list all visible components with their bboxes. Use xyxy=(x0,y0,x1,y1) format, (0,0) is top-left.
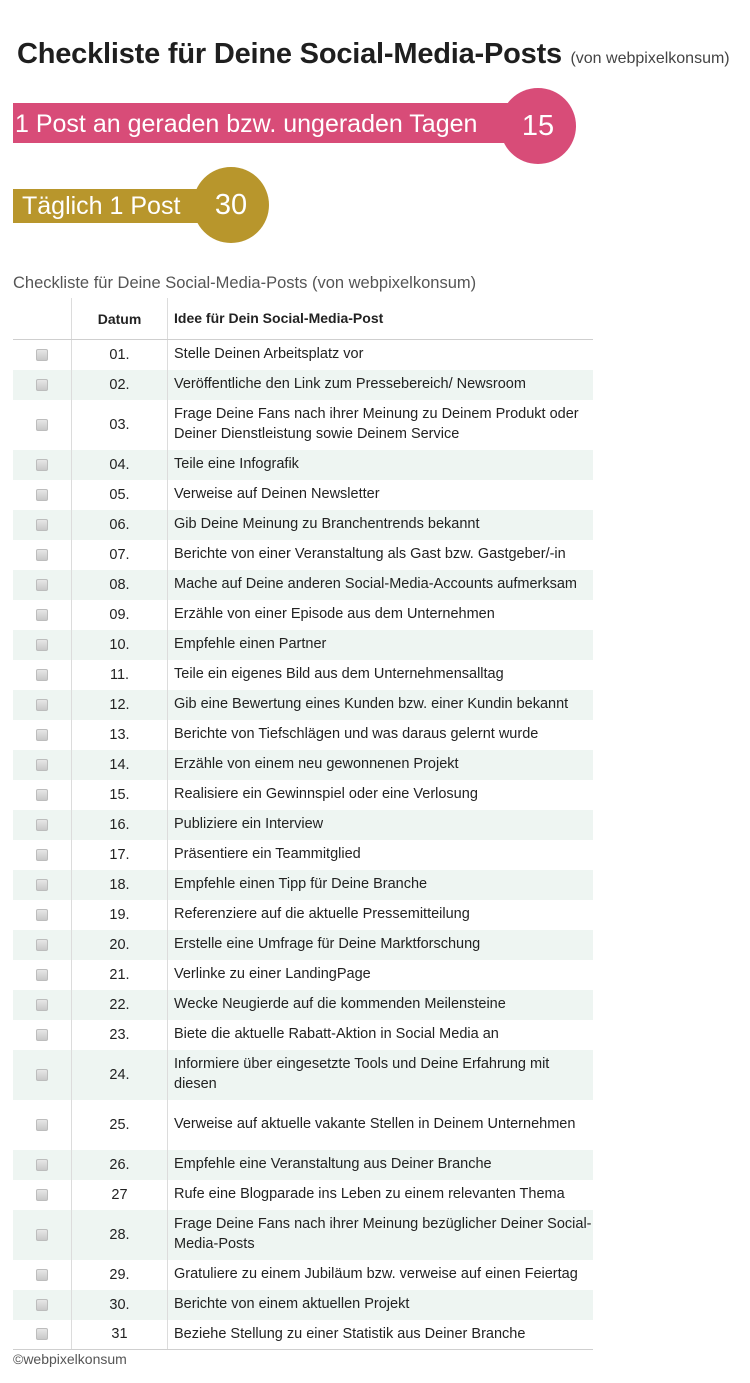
idea-cell: Rufe eine Blogparade ins Leben zu einem relevanten Thema xyxy=(174,1185,565,1202)
checkbox-cell xyxy=(13,630,72,660)
table-row xyxy=(13,720,593,750)
date-cell: 25. xyxy=(72,1100,168,1150)
checkbox-cell xyxy=(13,450,72,480)
row-checkbox[interactable] xyxy=(36,489,48,501)
checkbox-cell xyxy=(13,1290,72,1320)
table-row xyxy=(13,690,593,720)
idea-cell: Frage Deine Fans nach ihrer Meinung zu Deinem Produkt oder Deiner Dienstleistung sowie Deinem Service xyxy=(174,406,579,442)
checkbox-cell xyxy=(13,1150,72,1180)
frequency-bar-count: 30 xyxy=(193,167,269,243)
checkbox-cell xyxy=(13,690,72,720)
row-checkbox[interactable] xyxy=(36,379,48,391)
checklist-table xyxy=(13,298,593,1350)
idea-cell: Informiere über eingesetzte Tools und Deine Erfahrung mit diesen xyxy=(174,1056,550,1092)
idea-cell: Erzähle von einer Episode aus dem Unternehmen xyxy=(174,605,495,622)
checkbox-cell xyxy=(13,570,72,600)
row-checkbox[interactable] xyxy=(36,939,48,951)
header-check xyxy=(13,298,72,340)
table-row xyxy=(13,990,593,1020)
row-checkbox[interactable] xyxy=(36,699,48,711)
date-cell: 20. xyxy=(72,930,168,960)
date-cell: 11. xyxy=(72,660,168,690)
table-row xyxy=(13,1100,593,1150)
date-cell: 13. xyxy=(72,720,168,750)
date-cell: 09. xyxy=(72,600,168,630)
idea-cell: Berichte von einer Veranstaltung als Gast bzw. Gastgeber/-in xyxy=(174,545,566,562)
idea-cell: Berichte von Tiefschlägen und was daraus gelernt wurde xyxy=(174,725,539,742)
date-cell: 05. xyxy=(72,480,168,510)
date-cell: 29. xyxy=(72,1260,168,1290)
date-cell: 26. xyxy=(72,1150,168,1180)
checkbox-cell xyxy=(13,400,72,450)
idea-cell: Teile ein eigenes Bild aus dem Unternehmensalltag xyxy=(174,665,504,682)
table-row xyxy=(13,870,593,900)
row-checkbox[interactable] xyxy=(36,999,48,1011)
date-cell: 31 xyxy=(72,1320,168,1350)
checkbox-cell xyxy=(13,1180,72,1210)
row-checkbox[interactable] xyxy=(36,1229,48,1241)
table-row xyxy=(13,480,593,510)
checkbox-cell xyxy=(13,540,72,570)
date-cell: 01. xyxy=(72,340,168,370)
table-row xyxy=(13,600,593,630)
row-checkbox[interactable] xyxy=(36,1269,48,1281)
row-checkbox[interactable] xyxy=(36,1299,48,1311)
table-row xyxy=(13,900,593,930)
row-checkbox[interactable] xyxy=(36,1119,48,1131)
idea-cell: Gib eine Bewertung eines Kunden bzw. einer Kundin bekannt xyxy=(174,695,569,712)
row-checkbox[interactable] xyxy=(36,669,48,681)
checkbox-cell xyxy=(13,340,72,370)
checkbox-cell xyxy=(13,810,72,840)
idea-cell: Veröffentliche den Link zum Pressebereich/ Newsroom xyxy=(174,375,526,392)
date-cell: 22. xyxy=(72,990,168,1020)
checkbox-cell xyxy=(13,600,72,630)
checkbox-cell xyxy=(13,900,72,930)
checkbox-cell xyxy=(13,930,72,960)
checklist-body xyxy=(13,340,593,1350)
table-row xyxy=(13,660,593,690)
idea-cell: Verlinke zu einer LandingPage xyxy=(174,965,371,982)
date-cell: 12. xyxy=(72,690,168,720)
checkbox-cell xyxy=(13,780,72,810)
idea-cell: Gib Deine Meinung zu Branchentrends bekannt xyxy=(174,515,480,532)
checkbox-cell xyxy=(13,1210,72,1260)
date-cell: 28. xyxy=(72,1210,168,1260)
row-checkbox[interactable] xyxy=(36,1159,48,1171)
table-row xyxy=(13,1210,593,1260)
date-cell: 16. xyxy=(72,810,168,840)
row-checkbox[interactable] xyxy=(36,849,48,861)
checkbox-cell xyxy=(13,720,72,750)
frequency-bar-label: 1 Post an geraden bzw. ungeraden Tagen xyxy=(15,110,478,138)
row-checkbox[interactable] xyxy=(36,419,48,431)
row-checkbox[interactable] xyxy=(36,609,48,621)
checkbox-cell xyxy=(13,510,72,540)
row-checkbox[interactable] xyxy=(36,519,48,531)
row-checkbox[interactable] xyxy=(36,1029,48,1041)
checkbox-cell xyxy=(13,370,72,400)
copyright-footer: ©webpixelkonsum xyxy=(13,1351,127,1367)
checkbox-cell xyxy=(13,1320,72,1350)
table-row xyxy=(13,930,593,960)
idea-cell: Berichte von einem aktuellen Projekt xyxy=(174,1295,410,1312)
row-checkbox[interactable] xyxy=(36,1328,48,1340)
checkbox-cell xyxy=(13,960,72,990)
table-row xyxy=(13,1150,593,1180)
row-checkbox[interactable] xyxy=(36,789,48,801)
table-row xyxy=(13,750,593,780)
header-idea: Idee für Dein Social-Media-Post xyxy=(168,298,594,340)
header-date: Datum xyxy=(72,298,168,340)
row-checkbox[interactable] xyxy=(36,969,48,981)
idea-cell: Beziehe Stellung zu einer Statistik aus Deiner Branche xyxy=(168,1320,594,1350)
checkbox-cell xyxy=(13,750,72,780)
checkbox-cell xyxy=(13,1050,72,1100)
idea-cell: Mache auf Deine anderen Social-Media-Accounts aufmerksam xyxy=(174,575,577,592)
checkbox-cell xyxy=(13,1260,72,1290)
frequency-bar-count: 15 xyxy=(500,88,576,164)
row-checkbox[interactable] xyxy=(36,879,48,891)
date-cell: 19. xyxy=(72,900,168,930)
table-row xyxy=(13,1180,593,1210)
idea-cell: Wecke Neugierde auf die kommenden Meilensteine xyxy=(174,995,506,1012)
checkbox-cell xyxy=(13,1020,72,1050)
row-checkbox[interactable] xyxy=(36,549,48,561)
table-row xyxy=(13,840,593,870)
idea-cell: Gratuliere zu einem Jubiläum bzw. verweise auf einen Feiertag xyxy=(174,1265,578,1282)
date-cell: 04. xyxy=(72,450,168,480)
idea-cell: Publiziere ein Interview xyxy=(174,815,324,832)
idea-cell: Verweise auf Deinen Newsletter xyxy=(174,485,380,502)
frequency-bar-label: Täglich 1 Post xyxy=(22,192,181,220)
table-row xyxy=(13,570,593,600)
idea-cell: Stelle Deinen Arbeitsplatz vor xyxy=(174,346,364,362)
date-cell: 10. xyxy=(72,630,168,660)
row-checkbox[interactable] xyxy=(36,639,48,651)
checkbox-cell xyxy=(13,1100,72,1150)
date-cell: 02. xyxy=(72,370,168,400)
table-row xyxy=(13,1020,593,1050)
date-cell: 23. xyxy=(72,1020,168,1050)
row-checkbox[interactable] xyxy=(36,909,48,921)
checkbox-cell xyxy=(13,480,72,510)
row-checkbox[interactable] xyxy=(36,1069,48,1081)
table-row xyxy=(13,400,593,450)
date-cell: 17. xyxy=(72,840,168,870)
table-row xyxy=(13,960,593,990)
checkbox-cell xyxy=(13,840,72,870)
idea-cell: Empfehle einen Tipp für Deine Branche xyxy=(174,875,428,892)
page-title: Checkliste für Deine Social-Media-Posts xyxy=(17,38,562,70)
idea-cell: Empfehle einen Partner xyxy=(174,635,327,652)
checkbox-cell xyxy=(13,870,72,900)
row-checkbox[interactable] xyxy=(36,759,48,771)
table-row xyxy=(13,340,593,370)
table-row xyxy=(13,630,593,660)
row-checkbox[interactable] xyxy=(36,459,48,471)
page-title-row xyxy=(17,38,730,71)
idea-cell: Realisiere ein Gewinnspiel oder eine Verlosung xyxy=(174,785,478,802)
idea-cell: Erstelle eine Umfrage für Deine Marktforschung xyxy=(174,935,481,952)
table-row xyxy=(13,780,593,810)
date-cell: 24. xyxy=(72,1050,168,1100)
checkbox-cell xyxy=(13,660,72,690)
table-row xyxy=(13,370,593,400)
table-row xyxy=(13,510,593,540)
idea-cell: Erzähle von einem neu gewonnenen Projekt xyxy=(174,755,459,772)
row-checkbox[interactable] xyxy=(36,819,48,831)
table-row xyxy=(13,540,593,570)
row-checkbox[interactable] xyxy=(36,729,48,741)
date-cell: 27 xyxy=(72,1180,168,1210)
date-cell: 14. xyxy=(72,750,168,780)
checkbox-cell xyxy=(13,990,72,1020)
table-row xyxy=(13,1260,593,1290)
table-row xyxy=(13,450,593,480)
idea-cell: Empfehle eine Veranstaltung aus Deiner Branche xyxy=(174,1155,492,1172)
table-header-row xyxy=(13,298,593,340)
idea-cell: Referenziere auf die aktuelle Pressemitteilung xyxy=(174,905,470,922)
table-row xyxy=(13,1290,593,1320)
date-cell: 07. xyxy=(72,540,168,570)
idea-cell: Verweise auf aktuelle vakante Stellen in Deinem Unternehmen xyxy=(174,1115,576,1132)
date-cell: 18. xyxy=(72,870,168,900)
date-cell: 21. xyxy=(72,960,168,990)
date-cell: 15. xyxy=(72,780,168,810)
row-checkbox[interactable] xyxy=(36,1189,48,1201)
idea-cell: Frage Deine Fans nach ihrer Meinung bezüglicher Deiner Social-Media-Posts xyxy=(174,1216,592,1252)
date-cell: 30. xyxy=(72,1290,168,1320)
table-caption: Checkliste für Deine Social-Media-Posts (von webpixelkonsum) xyxy=(13,274,477,292)
table-row xyxy=(13,810,593,840)
idea-cell: Präsentiere ein Teammitglied xyxy=(174,845,361,862)
date-cell: 03. xyxy=(72,400,168,450)
table-row xyxy=(13,1320,593,1350)
date-cell: 08. xyxy=(72,570,168,600)
row-checkbox[interactable] xyxy=(36,349,48,361)
page-subtitle: (von webpixelkonsum) xyxy=(570,50,730,67)
idea-cell: Teile eine Infografik xyxy=(174,455,299,472)
table-row xyxy=(13,1050,593,1100)
row-checkbox[interactable] xyxy=(36,579,48,591)
date-cell: 06. xyxy=(72,510,168,540)
idea-cell: Biete die aktuelle Rabatt-Aktion in Social Media an xyxy=(174,1025,499,1042)
